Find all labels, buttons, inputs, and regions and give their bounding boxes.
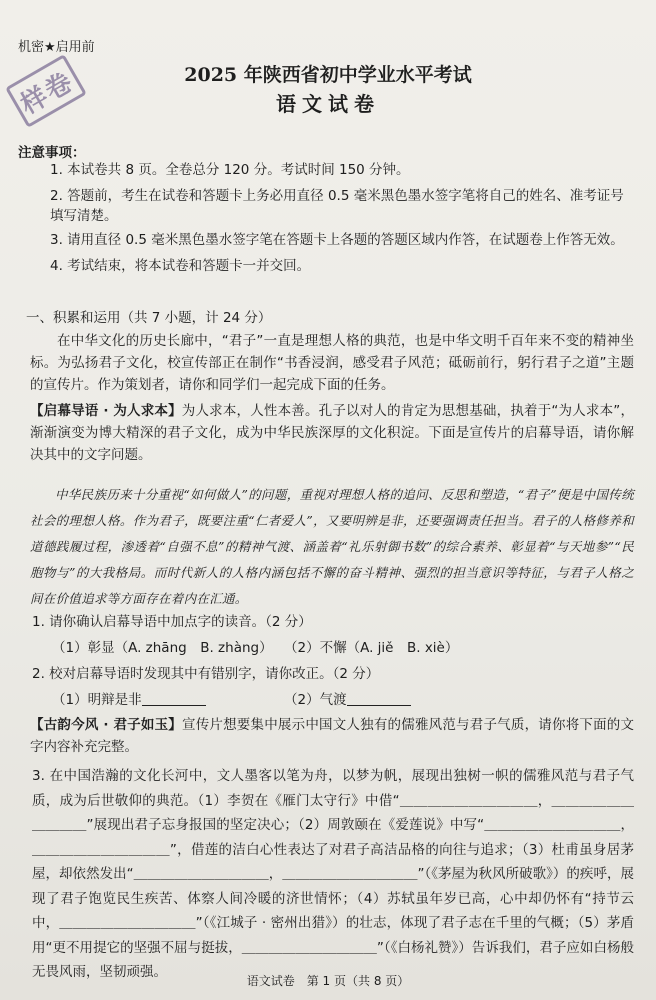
notice-item: 1. 本试卷共 8 页。全卷总分 120 分。考试时间 150 分钟。: [50, 162, 410, 178]
q2-item-2: [284, 688, 411, 708]
part1-text: 为人求本，人性本善。孔子以对人的肯定为思想基础，执着于“为人求本”，渐渐演变为博大精深的君子文化，成为中华民族深厚的文化积淀。下面是宣传片的启幕导语，请你解决其中的文字问题。: [30, 403, 634, 463]
part2-text: 宣传片想要集中展示中国文人独有的儒雅风范与君子气质，请你将下面的文字内容补充完整。: [30, 717, 635, 755]
question-1: 1. 请你确认启幕导语中加点字的读音。（2 分）: [32, 614, 312, 630]
q1-option-1: （1）彰显（A. zhāng B. zhàng）: [52, 640, 273, 656]
handwritten-passage: 中华民族历来十分重视“如何做人”的问题，重视对理想人格的追问、反思和塑造，“君子”便是中国传统社会的理想人格。作为君子，既要注重“仁者爱人”，又要明辨是非，还要强调责任担当。君子的人格修养和道德践履过程，渗透着“自强不息”的精神气渡、涵盖着“礼乐射御书数”的综合素养、彰显着“与天地参”“民胞物与”的大我格局。而时代新人的人格内涵包括不懈的奋斗精神、强烈的担当意识等特征，与君子人格之间在价值追求等方面存在着内在汇通。: [30, 487, 634, 606]
section-intro: 在中华文化的历史长廊中，“君子”一直是理想人格的典范，也是中华文明千百年来不变的精神坐标。为弘扬君子文化，校宣传部正在制作“书香浸润，感受君子风范；砥砺前行，躬行君子之道”主题的宣传片。作为策划者，请你和同学们一起完成下面的任务。: [30, 333, 634, 393]
question-3: 3. 在中国浩瀚的文化长河中，文人墨客以笔为舟，以梦为帆，展现出独树一帜的儒雅风范与君子气质，成为后世敬仰的典范。（1）李贺在《雁门太守行》中借“＿＿＿＿＿＿＿＿＿＿，＿＿＿＿＿＿＿＿＿＿”展现出君子忘身报国的坚定决心；（2）周敦颐在《爱莲说》中写“＿＿＿＿＿＿＿＿＿＿，＿＿＿＿＿＿＿＿＿＿”，借莲的洁白心性表达了对君子高洁品格的向往与追求；（3）杜甫虽身居茅屋，却依然发出“＿＿＿＿＿＿＿＿＿＿，＿＿＿＿＿＿＿＿＿＿”（《茅屋为秋风所破歌》）的疾呼，展现了君子饱览民生疾苦、体察人间冷暖的济世情怀；（4）苏轼虽年岁已高，心中却仍怀有“持节云中，＿＿＿＿＿＿＿＿＿＿”（《江城子 · 密州出猎》）的壮志，体现了君子志在千里的气概；（5）茅盾用“更不用提它的坚强不屈与挺拔，＿＿＿＿＿＿＿＿＿＿”（《白杨礼赞》）告诉我们，君子应如白杨般无畏风雨，坚韧顽强。: [32, 768, 634, 980]
notice-heading: 注意事项：: [18, 145, 86, 161]
notice-item: 4. 考试结束，将本试卷和答题卡一并交回。: [50, 258, 311, 274]
q1-option-2: （2）不懈（A. jiě B. xiè）: [284, 640, 459, 656]
answer-blank[interactable]: [142, 691, 206, 706]
q2-item-1: [52, 688, 206, 708]
subject-title: 语文试卷: [276, 92, 380, 116]
q2-item-1-label: （1）明辩是非: [52, 692, 142, 708]
question-2: 2. 校对启幕导语时发现其中有错别字，请你改正。（2 分）: [32, 666, 380, 682]
part2-label: 【古韵今风 · 君子如玉】: [30, 717, 182, 733]
page-footer: 语文试卷 第 1 页（共 8 页）: [246, 974, 410, 988]
section-heading: 一、积累和运用（共 7 小题，计 24 分）: [26, 310, 272, 326]
notice-item: 2. 答题前，考生在试卷和答题卡上务必用直径 0.5 毫米黑色墨水签字笔将自己的姓名、准考证号填写清楚。: [50, 188, 624, 224]
sample-stamp: 样卷: [5, 54, 87, 128]
part1-label: 【启幕导语 · 为人求本】: [30, 403, 182, 419]
notice-item: 3. 请用直径 0.5 毫米黑色墨水签字笔在答题卡上各题的答题区域内作答，在试题卷上作答无效。: [50, 232, 624, 248]
secret-label: 机密★启用前: [18, 40, 95, 55]
answer-blank[interactable]: [347, 691, 411, 706]
part1-paragraph: [30, 400, 634, 466]
exam-title: 2025 年陕西省初中学业水平考试: [184, 64, 472, 86]
q2-item-2-label: （2）气渡: [284, 692, 347, 708]
part2-paragraph: [30, 714, 634, 758]
